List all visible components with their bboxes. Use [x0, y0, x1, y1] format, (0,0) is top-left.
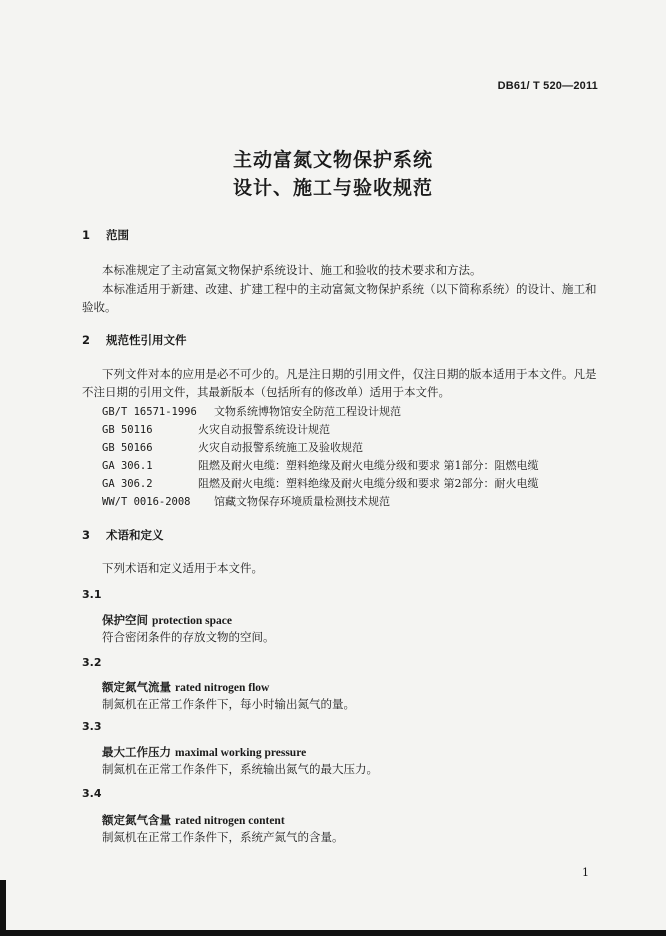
term-chinese: 保护空间 [102, 613, 148, 627]
term-english: rated nitrogen flow [175, 682, 270, 694]
scope-paragraph-2-cont: 验收。 [82, 300, 117, 314]
reference-title: 阻燃及耐火电缆：塑料绝缘及耐火电缆分级和要求 第2部分：耐火电缆 [198, 477, 539, 490]
reference-code: GA 306.1 [102, 460, 153, 472]
scan-edge-bottom [0, 930, 666, 936]
term-definition: 制氮机在正常工作条件下，系统输出氮气的最大压力。 [102, 762, 378, 776]
term-definition: 制氮机在正常工作条件下，系统产氮气的含量。 [102, 830, 344, 844]
term-chinese: 最大工作压力 [102, 745, 171, 759]
section-number: 2 [82, 333, 91, 347]
term-heading [102, 612, 232, 628]
section-title: 范围 [106, 228, 129, 242]
reference-item [102, 457, 539, 473]
section-2-heading [82, 332, 187, 348]
reference-code: GA 306.2 [102, 478, 153, 490]
section-number: 1 [82, 228, 91, 242]
references-intro-2: 不注日期的引用文件，其最新版本（包括所有的修改单）适用于本文件。 [82, 385, 450, 399]
term-english: maximal working pressure [175, 747, 307, 759]
term-chinese: 额定氮气流量 [102, 680, 171, 694]
reference-item [102, 421, 330, 437]
title-line-1: 主动富氮文物保护系统 [232, 149, 433, 171]
term-definition: 制氮机在正常工作条件下，每小时输出氮气的量。 [102, 697, 355, 711]
section-number: 3 [82, 528, 91, 542]
reference-code: WW/T 0016-2008 [102, 496, 191, 508]
term-number: 3.3 [82, 720, 102, 733]
term-english: protection space [152, 615, 232, 627]
terms-intro: 下列术语和定义适用于本文件。 [102, 561, 263, 575]
references-intro-1: 下列文件对本的应用是必不可少的。凡是注日期的引用文件，仅注日期的版本适用于本文件。凡是 [102, 367, 597, 381]
reference-code: GB 50166 [102, 442, 153, 454]
reference-item [102, 493, 390, 509]
reference-title: 馆藏文物保存环境质量检测技术规范 [214, 495, 390, 508]
reference-title: 阻燃及耐火电缆：塑料绝缘及耐火电缆分级和要求 第1部分：阻燃电缆 [198, 459, 539, 472]
reference-title: 文物系统博物馆安全防范工程设计规范 [214, 405, 401, 418]
scope-paragraph-1: 本标准规定了主动富氮文物保护系统设计、施工和验收的技术要求和方法。 [102, 263, 482, 277]
reference-code: GB 50116 [102, 424, 153, 436]
section-title: 术语和定义 [106, 528, 164, 542]
term-definition: 符合密闭条件的存放文物的空间。 [102, 630, 275, 644]
reference-item [102, 403, 401, 419]
scope-paragraph-2: 本标准适用于新建、改建、扩建工程中的主动富氮文物保护系统（以下简称系统）的设计、施工和 [102, 282, 597, 296]
section-3-heading [82, 527, 164, 543]
standard-code: DB61/ T 520—2011 [497, 80, 598, 92]
title-line-2: 设计、施工与验收规范 [232, 177, 433, 199]
term-number: 3.4 [82, 787, 102, 800]
reference-title: 火灾自动报警系统设计规范 [198, 423, 330, 436]
page-number: 1 [582, 866, 589, 879]
scan-edge-left [0, 880, 6, 936]
term-chinese: 额定氮气含量 [102, 813, 171, 827]
term-number: 3.2 [82, 656, 102, 669]
reference-item [102, 439, 363, 455]
term-heading [102, 744, 306, 760]
term-english: rated nitrogen content [175, 815, 285, 827]
term-heading [102, 812, 285, 828]
term-heading [102, 679, 269, 695]
term-number: 3.1 [82, 588, 102, 601]
reference-item [102, 475, 539, 491]
reference-title: 火灾自动报警系统施工及验收规范 [198, 441, 363, 454]
section-title: 规范性引用文件 [106, 333, 187, 347]
section-1-heading [82, 227, 129, 243]
reference-code: GB/T 16571-1996 [102, 406, 197, 418]
